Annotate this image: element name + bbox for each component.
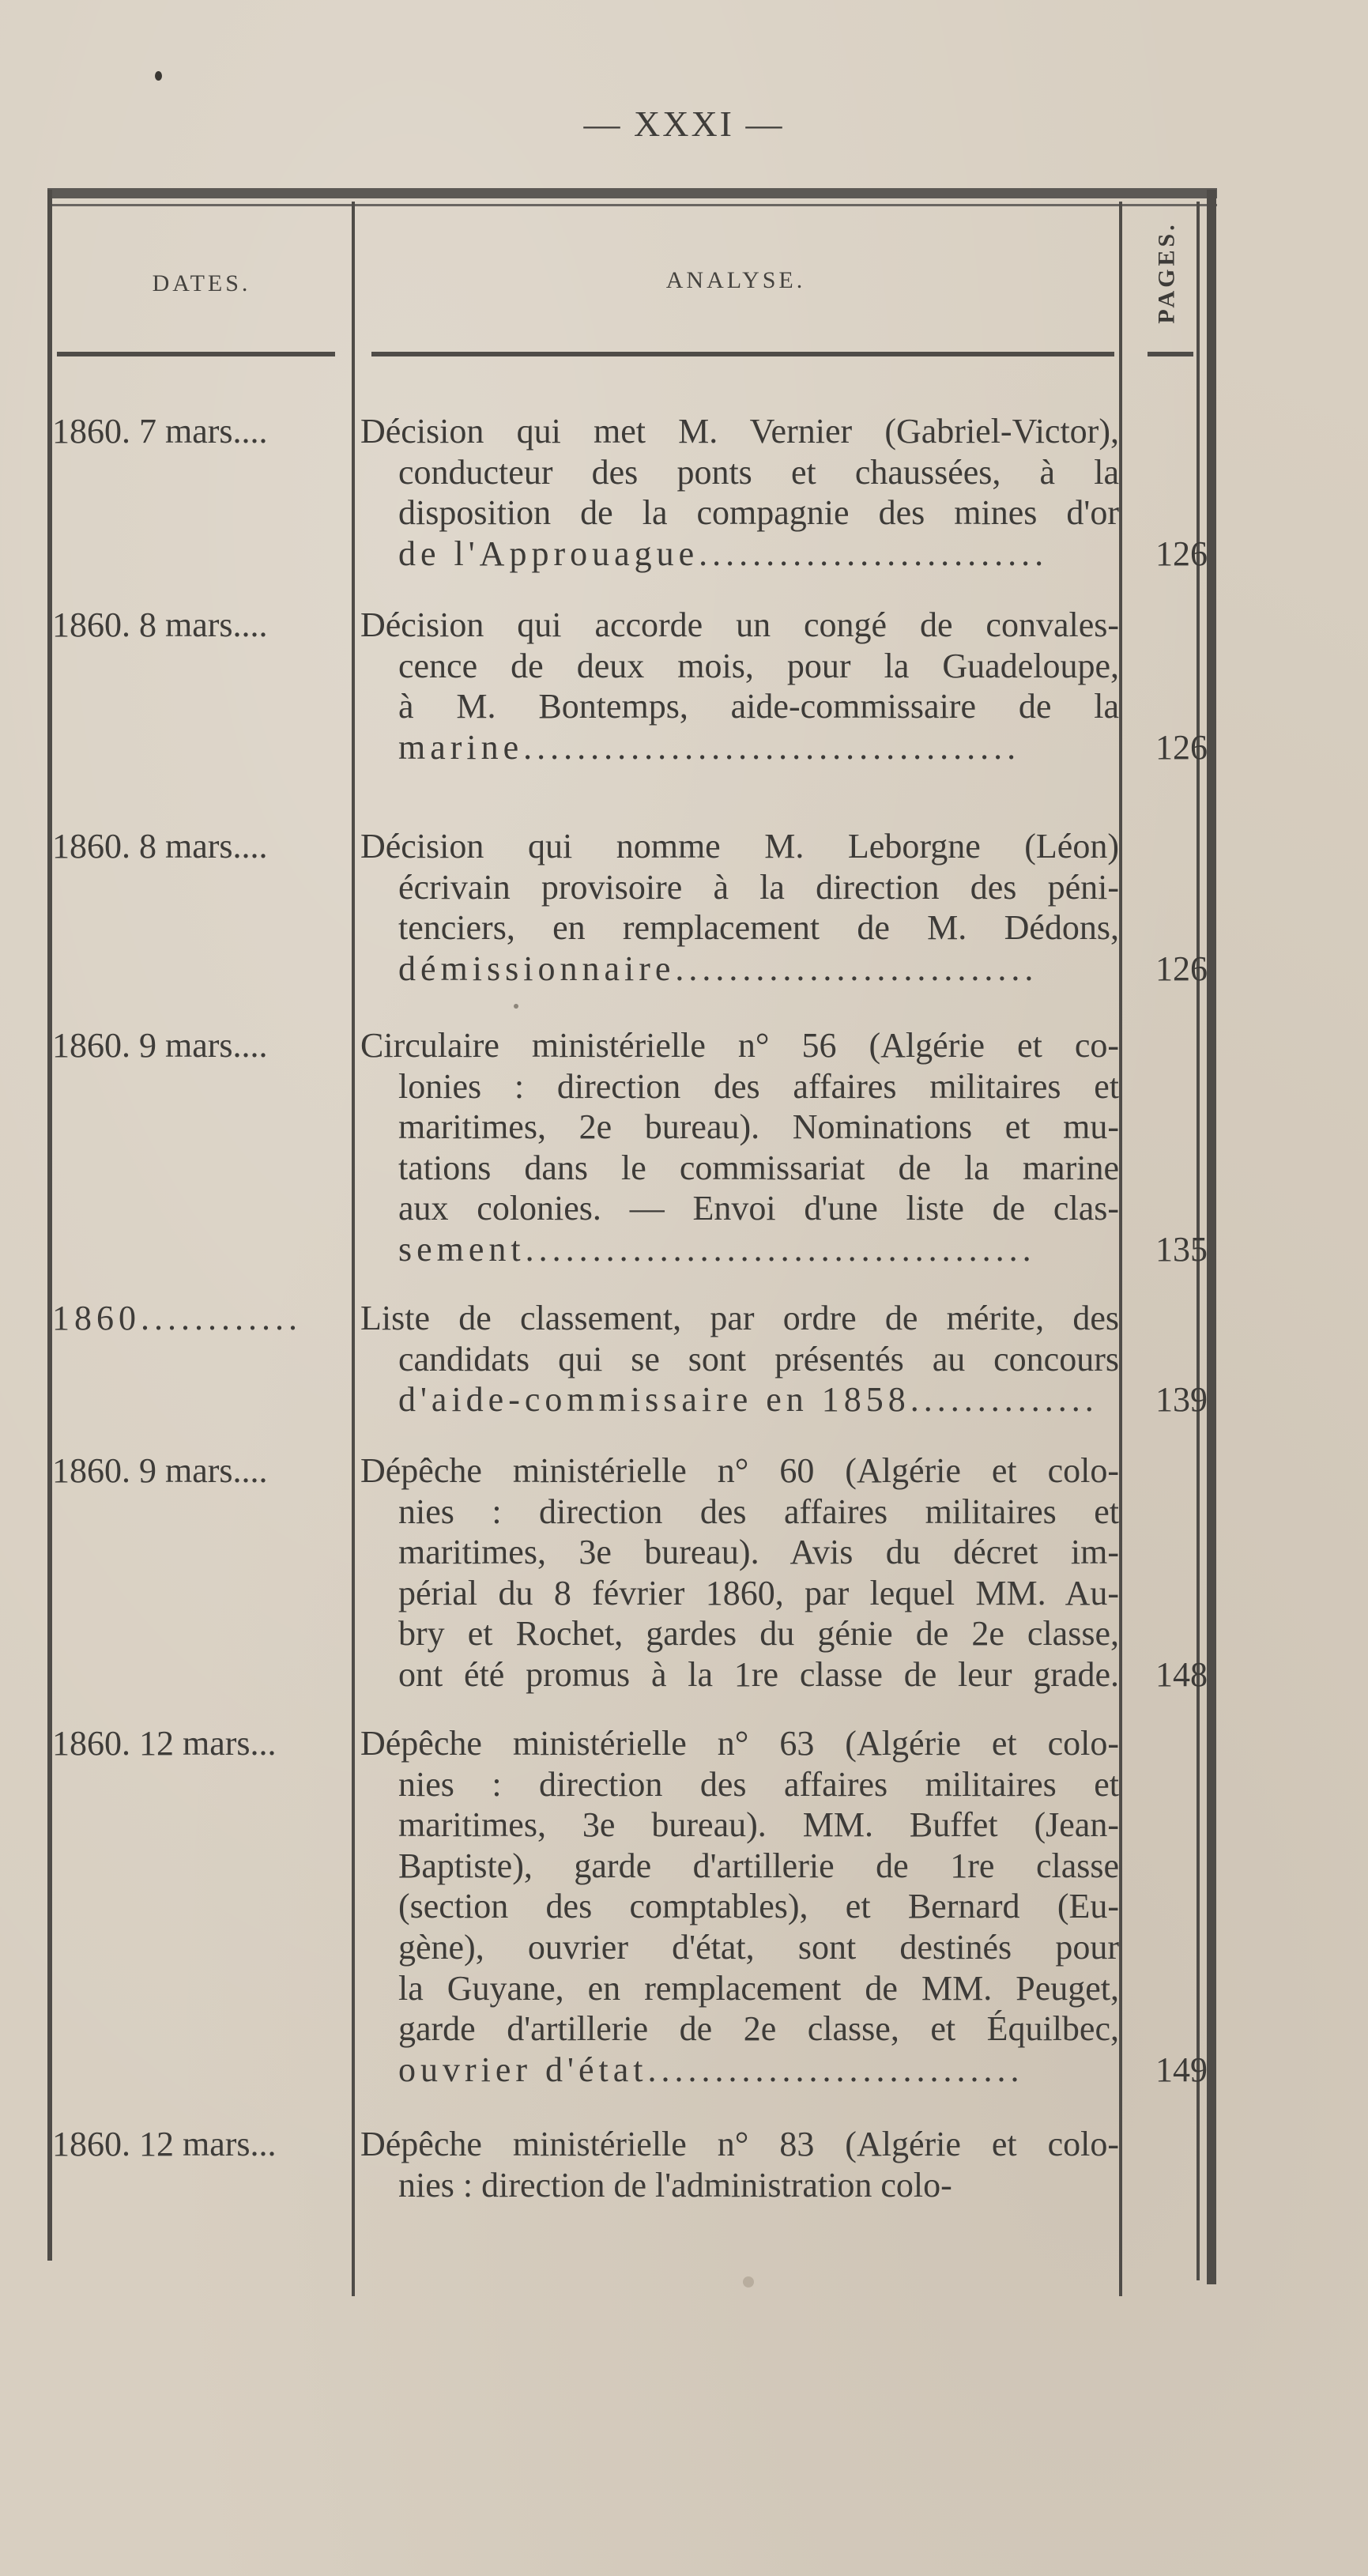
entry-analysis: [360, 1450, 1119, 1695]
entry-analysis: [360, 1723, 1119, 2090]
analysis-line: maritimes, 2e bureau). Nominations et mu-: [398, 1107, 1119, 1147]
entry-analysis: [360, 1025, 1119, 1270]
analysis-line: Dépêche ministérielle n° 63 (Algérie et colo-: [360, 1724, 1119, 1763]
analysis-line: Décision qui met M. Vernier (Gabriel-Victor),: [360, 412, 1119, 451]
analysis-header: ANALYSE.: [665, 267, 806, 293]
entry-date: 1860............: [52, 1299, 302, 1337]
analysis-pages-divider: [1119, 202, 1122, 2296]
table-top-thin-rule: [47, 204, 1217, 206]
analysis-line: garde d'artillerie de 2e classe, et Équilbec,: [398, 2009, 1119, 2049]
table-top-rule: [47, 188, 1217, 198]
entry-page-number: 135: [1155, 1230, 1208, 1269]
analysis-header-rule: [371, 352, 1114, 356]
paper-speck: [514, 1004, 518, 1009]
analysis-line: cence de deux mois, pour la Guadeloupe,: [398, 646, 1119, 685]
analysis-line: ont été promus à la 1re classe de leur grade.: [398, 1654, 1119, 1694]
analysis-line: Circulaire ministérielle n° 56 (Algérie et co-: [360, 1026, 1119, 1065]
analysis-line: gène), ouvrier d'état, sont destinés pour: [398, 1927, 1119, 1967]
analysis-line: nies : direction de l'administration colo-: [398, 2165, 952, 2204]
analysis-line: nies : direction des affaires militaires et: [398, 1764, 1119, 1804]
entry-analysis: [360, 1298, 1119, 1420]
analysis-line: de l'Approuague..........................: [398, 534, 1049, 573]
paper-speck: [743, 2276, 754, 2287]
entry-analysis: [360, 2124, 1119, 2205]
running-head: — XXXI —: [583, 104, 785, 144]
analysis-line: maritimes, 3e bureau). MM. Buffet (Jean-: [398, 1805, 1119, 1845]
entry-analysis: [360, 605, 1119, 768]
entry-date: 1860. 12 mars...: [52, 1724, 277, 1763]
analysis-line: maritimes, 3e bureau). Avis du décret im-: [398, 1533, 1119, 1572]
analysis-line: (section des comptables), et Bernard (Eu-: [398, 1887, 1119, 1926]
analysis-line: Baptiste), garde d'artillerie de 1re classe: [398, 1846, 1119, 1885]
entry-date: 1860. 7 mars....: [52, 412, 268, 451]
dates-header-rule: [57, 352, 335, 356]
entry-page-number: 126: [1155, 534, 1208, 573]
entry-date: 1860. 9 mars....: [52, 1026, 268, 1065]
table-left-border: [47, 190, 52, 2261]
analysis-line: sement......................................: [398, 1229, 1036, 1269]
analysis-line: périal du 8 février 1860, par lequel MM. Au-: [398, 1573, 1119, 1612]
analysis-line: bry et Rochet, gardes du génie de 2e classe,: [398, 1614, 1119, 1654]
analysis-line: Décision qui accorde un congé de convales-: [360, 605, 1119, 644]
analysis-line: d'aide-commissaire en 1858..............: [398, 1380, 1099, 1420]
analysis-line: conducteur des ponts et chaussées, à la: [398, 452, 1119, 492]
dates-analysis-divider: [352, 202, 355, 2296]
analysis-line: Liste de classement, par ordre de mérite, des: [360, 1299, 1119, 1337]
entry-analysis: [360, 826, 1119, 989]
entry-analysis: [360, 411, 1119, 574]
analysis-line: démissionnaire...........................: [398, 949, 1038, 988]
analysis-line: Décision qui nomme M. Leborgne (Léon): [360, 827, 1119, 866]
entry-page-number: 148: [1155, 1655, 1208, 1694]
analysis-line: candidats qui se sont présentés au concours: [398, 1339, 1119, 1379]
analysis-line: à M. Bontemps, aide-commissaire de la: [398, 687, 1119, 726]
entry-date: 1860. 8 mars....: [52, 827, 268, 866]
analysis-line: lonies : direction des affaires militaires et: [398, 1066, 1119, 1106]
entry-page-number: 139: [1155, 1380, 1208, 1419]
pages-header-label: PAGES.: [1154, 221, 1181, 324]
analysis-line: tenciers, en remplacement de M. Dédons,: [398, 908, 1119, 948]
analysis-line: nies : direction des affaires militaires et: [398, 1492, 1119, 1531]
pages-header: [1144, 209, 1191, 336]
analysis-line: tations dans le commissariat de la marine: [398, 1148, 1119, 1187]
analysis-line: marine.....................................: [398, 727, 1021, 767]
analysis-line: ouvrier d'état............................: [398, 2050, 1024, 2089]
entry-date: 1860. 8 mars....: [52, 605, 268, 644]
table-right-border: [1207, 190, 1216, 2284]
analysis-line: Dépêche ministérielle n° 83 (Algérie et colo-: [360, 2125, 1119, 2163]
analysis-line: Dépêche ministérielle n° 60 (Algérie et colo-: [360, 1451, 1119, 1490]
entry-page-number: 149: [1155, 2050, 1208, 2089]
entry-page-number: 126: [1155, 949, 1208, 988]
pages-header-rule: [1148, 352, 1193, 356]
analysis-line: aux colonies. — Envoi d'une liste de clas-: [398, 1189, 1119, 1228]
entry-date: 1860. 12 mars...: [52, 2125, 277, 2163]
entry-page-number: 126: [1155, 728, 1208, 767]
paper-speck: [155, 71, 162, 81]
dates-header: DATES.: [152, 270, 251, 296]
entry-date: 1860. 9 mars....: [52, 1451, 268, 1490]
analysis-line: disposition de la compagnie des mines d'or: [398, 493, 1119, 533]
analysis-line: la Guyane, en remplacement de MM. Peuget,: [398, 1968, 1119, 2008]
analysis-line: écrivain provisoire à la direction des péni-: [398, 867, 1119, 907]
